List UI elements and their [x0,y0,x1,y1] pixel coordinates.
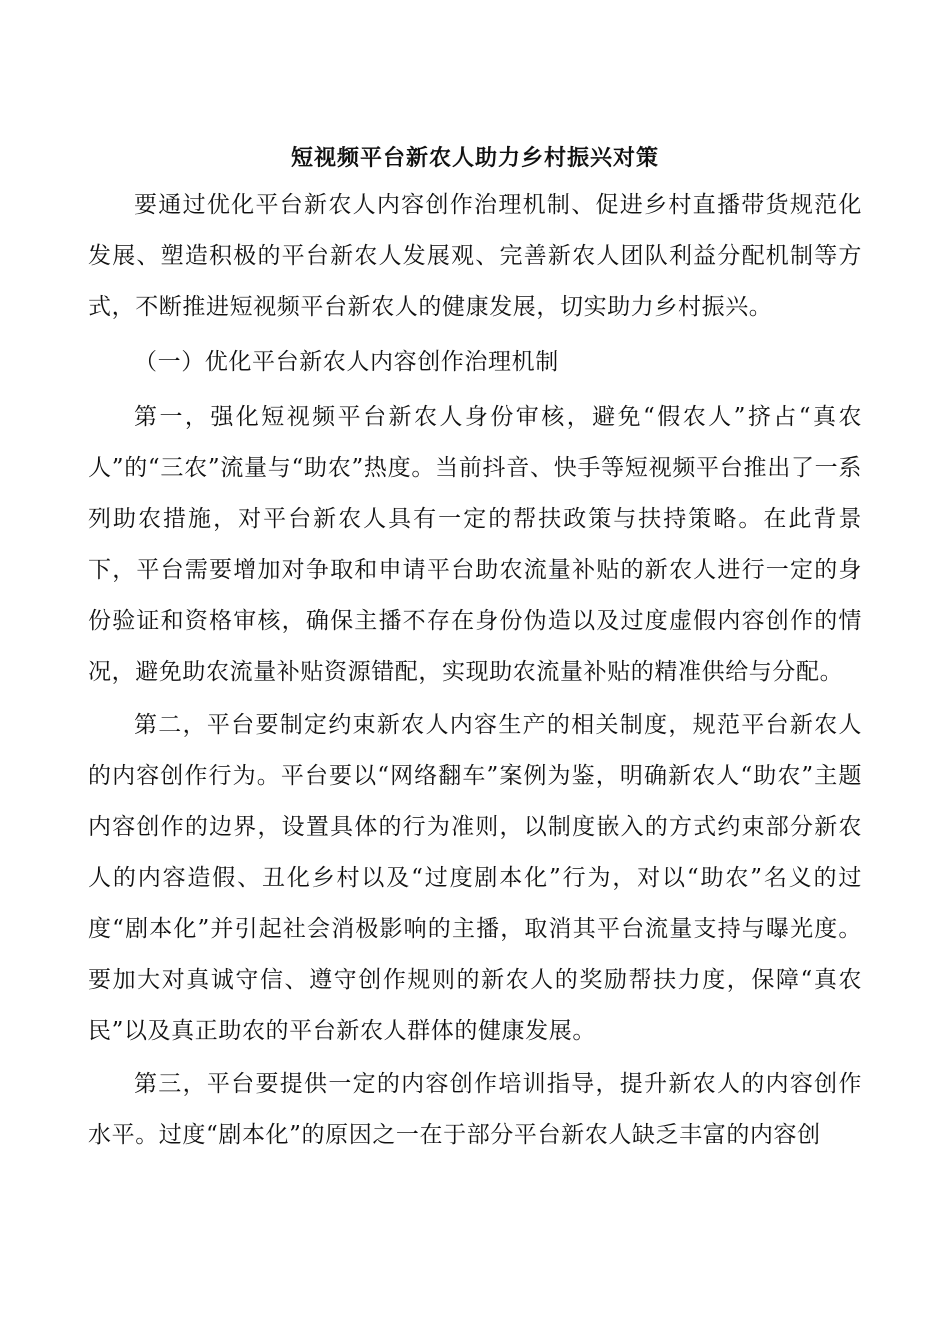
paragraph-second: 第二，平台要制定约束新农人内容生产的相关制度，规范平台新农人的内容创作行为。平台要以“网络翻车”案例为鉴，明确新农人“助农”主题内容创作的边界，设置具体的行为准则，以制度嵌入的方式约束部分新农人的内容造假、丑化乡村以及“过度剧本化”行为，对以“助农”名义的过度“剧本化”并引起社会消极影响的主播，取消其平台流量支持与曝光度。要加大对真诚守信、遵守创作规则的新农人的奖励帮扶力度，保障“真农民”以及真正助农的平台新农人群体的健康发展。 [88,712,862,1044]
document-page [88,138,862,1161]
paragraph-first: 第一，强化短视频平台新农人身份审核，避免“假农人”挤占“真农人”的“三农”流量与“助农”热度。当前抖音、快手等短视频平台推出了一系列助农措施，对平台新农人具有一定的帮扶政策与扶持策略。在此背景下，平台需要增加对争取和申请平台助农流量补贴的新农人进行一定的身份验证和资格审核，确保主播不存在身份伪造以及过度虚假内容创作的情况，避免助农流量补贴资源错配，实现助农流量补贴的精准供给与分配。 [88,404,862,685]
paragraph-third: 第三，平台要提供一定的内容创作培训指导，提升新农人的内容创作水平。过度“剧本化”的原因之一在于部分平台新农人缺乏丰富的内容创 [88,1071,862,1148]
document-title: 短视频平台新农人助力乡村振兴对策 [290,145,659,171]
section-heading: （一）优化平台新农人内容创作治理机制 [134,349,559,375]
intro-paragraph: 要通过优化平台新农人内容创作治理机制、促进乡村直播带货规范化发展、塑造积极的平台新农人发展观、完善新农人团队利益分配机制等方式，不断推进短视频平台新农人的健康发展，切实助力乡村振兴。 [88,192,862,320]
